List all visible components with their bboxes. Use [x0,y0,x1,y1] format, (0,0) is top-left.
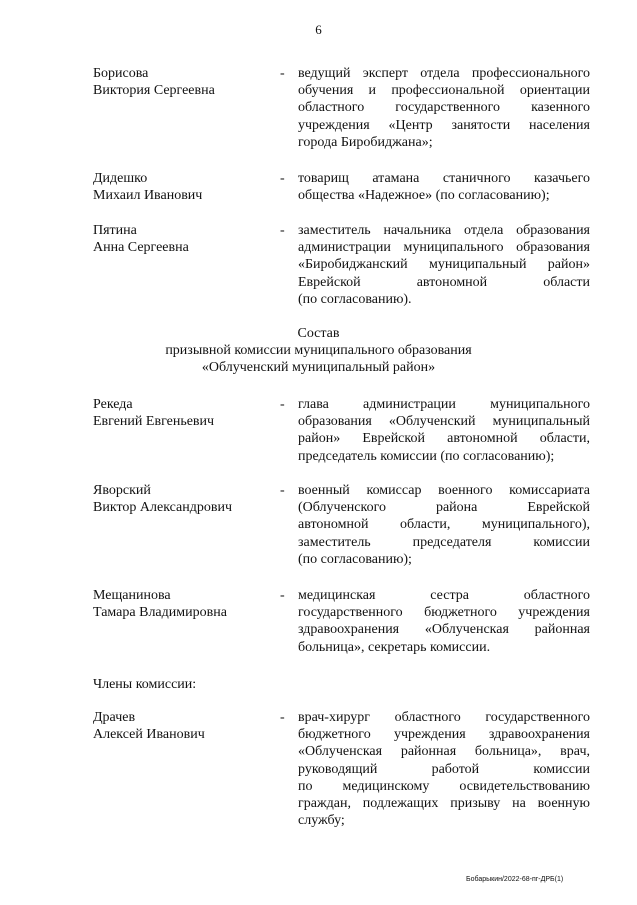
person-name: Рекеда Евгений Евгеньевич [93,397,215,430]
person-name: Мещанинова Тамара Владимировна [93,588,227,621]
page-number: 6 [315,22,322,37]
person-role: глава администрации муниципального образования «Облученский муниципальный район» Еврейской автономной области, председатель комиссии (по согласованию); [298,397,590,464]
person-role: военный комиссар военного комиссариата (Облученского района Еврейской автономной области, муниципального), заместитель председателя комиссии (по согласованию); [298,483,590,567]
person-role: товарищ атамана станичного казачьего общества «Надежное» (по согласованию); [298,171,590,204]
person-name: Дидешко Михаил Иванович [93,171,203,204]
person-role: медицинская сестра областного государственного бюджетного учреждения здравоохранения «Облученская районная больница», секретарь комиссии. [298,588,590,655]
dash-separator: - [280,171,285,186]
dash-separator: - [280,223,285,238]
dash-separator: - [280,710,285,725]
person-role: врач-хирург областного государственного бюджетного учреждения здравоохранения «Облученская районная больница», врач, руководящий работой комиссии по медицинскому освидетельствованию граждан, подлежащих призыву на военную службу; [298,710,590,829]
person-role: ведущий эксперт отдела профессионального обучения и профессиональной ориентации областного государственного казенного учреждения «Центр занятости населения города Биробиджана»; [298,66,590,150]
members-label: Члены комиссии: [93,677,197,692]
dash-separator: - [280,397,285,412]
person-name: Пятина Анна Сергеевна [93,223,189,256]
dash-separator: - [280,588,285,603]
person-name: Борисова Виктория Сергеевна [93,66,215,99]
document-code: Бобарыкин/2022-68-пг-ДРБ(1) [466,876,564,883]
dash-separator: - [280,483,285,498]
section-heading: Состав призывной комиссии муниципального образования «Облученский муниципальный район» [165,326,472,376]
person-name: Драчев Алексей Иванович [93,710,205,743]
dash-separator: - [280,66,285,81]
person-name: Яворский Виктор Александрович [93,483,233,516]
person-role: заместитель начальника отдела образования администрации муниципального образования «Биробиджанский муниципальный район» Еврейской автономной области (по согласованию). [298,223,590,307]
